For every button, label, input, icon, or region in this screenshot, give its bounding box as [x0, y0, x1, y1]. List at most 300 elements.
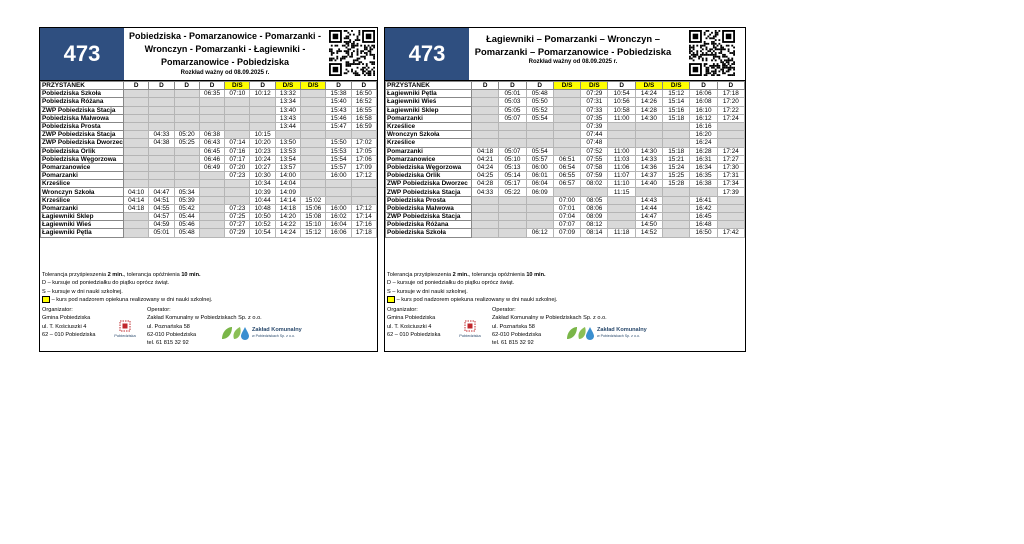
departure-time: 06:46 — [199, 155, 224, 163]
departure-time: 14:22 — [275, 221, 300, 229]
departure-time: 11:07 — [608, 172, 635, 180]
stop-name: ZWP Pobiedziska Stacja — [41, 106, 124, 114]
departure-time — [663, 139, 690, 147]
departure-time: 06:43 — [199, 139, 224, 147]
departure-time — [149, 106, 174, 114]
column-header-days: D — [124, 82, 149, 90]
departure-time — [199, 172, 224, 180]
departure-time: 15:12 — [301, 229, 326, 237]
departure-time — [250, 122, 275, 130]
departure-time: 04:47 — [149, 188, 174, 196]
departure-time: 14:28 — [635, 106, 662, 114]
departure-time — [225, 114, 250, 122]
stop-name: Pomarzanki — [41, 172, 124, 180]
stop-name: Łagiewniki Pętla — [41, 229, 124, 237]
route-title — [473, 32, 673, 66]
route-title-line: Pobiedziska - Pomarzanowice - Pomarzanki - — [128, 31, 322, 41]
departure-time — [124, 106, 149, 114]
notes — [387, 271, 557, 304]
column-header-days: D — [351, 82, 376, 90]
departure-time: 10:27 — [250, 163, 275, 171]
departure-time — [635, 139, 662, 147]
departure-time — [472, 204, 499, 212]
departure-time: 14:36 — [635, 163, 662, 171]
departure-time: 10:58 — [608, 106, 635, 114]
departure-time — [717, 196, 744, 204]
departure-time — [553, 188, 580, 196]
departure-time: 16:41 — [690, 196, 717, 204]
departure-time: 07:27 — [225, 221, 250, 229]
route-title-line: Łagiewniki – Pomarzanki – Wronczyn – — [486, 33, 660, 44]
departure-time: 08:06 — [581, 204, 608, 212]
departure-time — [149, 163, 174, 171]
departure-time — [663, 122, 690, 130]
route-title-line: Pomarzanowice - Pobiedziska — [160, 57, 290, 67]
departure-time — [225, 188, 250, 196]
departure-time — [351, 188, 376, 196]
departure-time — [301, 139, 326, 147]
column-header-days: D — [608, 82, 635, 90]
operator-block: Operator: Zakład Komunalny w Pobiedziskach Sp. z o.o. ul. Poznańska 58 62-010 Pobiedziska tel. 61 815 32 92 — [492, 307, 607, 347]
operator-block: Operator: Zakład Komunalny w Pobiedziskach Sp. z o.o. ul. Poznańska 58 62-010 Pobiedziska tel. 61 815 32 92 — [147, 307, 262, 347]
departure-time — [301, 114, 326, 122]
table-row — [386, 188, 745, 196]
departure-time: 05:10 — [499, 155, 526, 163]
departure-time — [472, 213, 499, 221]
departure-time: 16:08 — [690, 98, 717, 106]
departure-time — [553, 131, 580, 139]
table-row — [386, 229, 745, 237]
departure-time — [301, 188, 326, 196]
departure-time: 07:20 — [225, 163, 250, 171]
table-row — [41, 221, 377, 229]
departure-time: 11:03 — [608, 155, 635, 163]
departure-time: 10:34 — [250, 180, 275, 188]
table-row — [386, 122, 745, 130]
departure-time: 04:21 — [472, 155, 499, 163]
departure-time — [526, 221, 553, 229]
departure-time: 17:02 — [351, 139, 376, 147]
departure-time — [174, 155, 199, 163]
departure-time: 13:50 — [275, 139, 300, 147]
departure-time: 14:00 — [275, 172, 300, 180]
departure-time: 16:42 — [690, 204, 717, 212]
departure-time: 05:05 — [499, 106, 526, 114]
departure-time: 05:44 — [174, 213, 199, 221]
departure-time: 11:18 — [608, 229, 635, 237]
stop-name: Pobiedziska Prosta — [41, 122, 124, 130]
departure-time — [174, 98, 199, 106]
departure-time: 16:02 — [326, 213, 351, 221]
stop-name: Pobiedziska Węgorzowa — [386, 163, 472, 171]
departure-time: 05:54 — [526, 114, 553, 122]
departure-time: 05:34 — [174, 188, 199, 196]
column-header-days: D — [250, 82, 275, 90]
departure-time — [663, 213, 690, 221]
departure-time: 07:31 — [581, 98, 608, 106]
departure-time: 15:54 — [326, 155, 351, 163]
departure-time: 07:04 — [553, 213, 580, 221]
departure-time — [663, 196, 690, 204]
stop-name: ZWP Pobiedziska Stacja — [386, 213, 472, 221]
departure-time: 06:04 — [526, 180, 553, 188]
departure-time: 14:18 — [275, 204, 300, 212]
d-note: D – kursuje od poniedziałku do piątku oprócz świąt. — [387, 280, 515, 287]
departure-time: 15:46 — [326, 114, 351, 122]
departure-time: 06:54 — [553, 163, 580, 171]
column-header-days: D — [499, 82, 526, 90]
departure-time: 07:25 — [225, 213, 250, 221]
departure-time — [124, 90, 149, 98]
departure-time: 15:43 — [326, 106, 351, 114]
pobiedziska-logo-icon — [114, 320, 136, 344]
departure-time: 05:54 — [526, 147, 553, 155]
departure-time: 14:14 — [275, 196, 300, 204]
departure-time — [174, 180, 199, 188]
timetable-header — [40, 28, 377, 81]
column-header-days: D/S — [635, 82, 662, 90]
route-title — [128, 30, 322, 77]
departure-time: 15:06 — [301, 204, 326, 212]
departure-time: 15:28 — [663, 180, 690, 188]
departure-time: 14:37 — [635, 172, 662, 180]
departure-time — [635, 188, 662, 196]
departure-time: 06:45 — [199, 147, 224, 155]
table-row — [386, 90, 745, 98]
departure-time: 14:43 — [635, 196, 662, 204]
departure-time — [581, 188, 608, 196]
departure-time: 15:57 — [326, 163, 351, 171]
table-row — [386, 204, 745, 212]
departure-time: 04:55 — [149, 204, 174, 212]
departure-time: 17:12 — [351, 204, 376, 212]
departure-time: 07:58 — [581, 163, 608, 171]
departure-time — [608, 122, 635, 130]
departure-time: 16:31 — [690, 155, 717, 163]
departure-time — [199, 196, 224, 204]
departure-time: 14:40 — [635, 180, 662, 188]
departure-time: 05:14 — [499, 172, 526, 180]
table-row — [41, 139, 377, 147]
departure-time: 04:51 — [149, 196, 174, 204]
departure-time — [301, 155, 326, 163]
departure-time — [499, 221, 526, 229]
table-row — [41, 163, 377, 171]
departure-time: 05:20 — [174, 131, 199, 139]
departure-time: 10:54 — [250, 229, 275, 237]
yellow-square-icon — [42, 296, 50, 303]
departure-time: 11:10 — [608, 180, 635, 188]
table-row — [386, 172, 745, 180]
departure-time — [663, 221, 690, 229]
departure-time: 07:07 — [553, 221, 580, 229]
departure-time: 16:50 — [351, 90, 376, 98]
departure-time: 16:38 — [690, 180, 717, 188]
departure-time: 08:02 — [581, 180, 608, 188]
departure-time: 10:50 — [250, 213, 275, 221]
departure-time — [301, 147, 326, 155]
departure-time: 05:46 — [174, 221, 199, 229]
departure-time — [499, 204, 526, 212]
departure-time: 14:30 — [635, 147, 662, 155]
departure-time — [553, 114, 580, 122]
stop-name: Łagiewniki Sklep — [386, 106, 472, 114]
departure-time — [225, 98, 250, 106]
departure-time: 08:09 — [581, 213, 608, 221]
departure-time — [499, 139, 526, 147]
departure-time: 05:52 — [526, 106, 553, 114]
departure-time: 15:21 — [663, 155, 690, 163]
departure-time: 05:57 — [526, 155, 553, 163]
departure-time — [499, 131, 526, 139]
route-number: 473 — [40, 28, 124, 80]
stop-name: Krześlice — [386, 122, 472, 130]
stop-name: Pobiedziska Prosta — [386, 196, 472, 204]
stop-name: Pobiedziska Malwowa — [386, 204, 472, 212]
organizer-block: Organizator: Gmina Pobiedziska ul. T. Kościuszki 4 62 – 010 Pobiedziska — [387, 307, 441, 338]
departure-time: 05:50 — [526, 98, 553, 106]
departure-time — [717, 131, 744, 139]
departure-time: 17:24 — [717, 147, 744, 155]
table-row — [41, 196, 377, 204]
timetable-table — [40, 81, 377, 238]
departure-time: 16:48 — [690, 221, 717, 229]
departure-time: 06:09 — [526, 188, 553, 196]
departure-time: 14:33 — [635, 155, 662, 163]
departure-time — [472, 139, 499, 147]
departure-time — [326, 188, 351, 196]
departure-time: 04:28 — [472, 180, 499, 188]
svg-text:Pobiedziska: Pobiedziska — [459, 333, 481, 338]
departure-time: 14:09 — [275, 188, 300, 196]
table-row — [41, 122, 377, 130]
departure-time: 17:05 — [351, 147, 376, 155]
zaklad-komunalny-logo: Zakład Komunalny w Pobiedziskach Sp. z o.o. — [220, 325, 302, 341]
departure-time — [301, 172, 326, 180]
column-header-days: D — [174, 82, 199, 90]
leaf-drop-icon — [565, 325, 595, 341]
departure-time: 04:18 — [124, 204, 149, 212]
departure-time — [526, 139, 553, 147]
departure-time: 08:12 — [581, 221, 608, 229]
departure-time: 16:12 — [690, 114, 717, 122]
departure-time: 15:18 — [663, 147, 690, 155]
departure-time: 15:53 — [326, 147, 351, 155]
table-row — [386, 98, 745, 106]
stop-name: Wronczyn Szkoła — [386, 131, 472, 139]
departure-time: 07:17 — [225, 155, 250, 163]
organizer-block: Organizator: Gmina Pobiedziska ul. T. Kościuszki 4 62 – 010 Pobiedziska — [42, 307, 96, 338]
departure-time: 17:14 — [351, 213, 376, 221]
departure-time: 17:16 — [351, 221, 376, 229]
departure-time: 16:16 — [690, 122, 717, 130]
departure-time — [717, 139, 744, 147]
departure-time: 10:52 — [250, 221, 275, 229]
departure-time: 17:42 — [717, 229, 744, 237]
stop-name: Pobiedziska Węgorzowa — [41, 155, 124, 163]
departure-time: 07:52 — [581, 147, 608, 155]
departure-time — [149, 122, 174, 130]
departure-time: 10:30 — [250, 172, 275, 180]
departure-time: 16:58 — [351, 114, 376, 122]
departure-time — [250, 114, 275, 122]
departure-time: 07:35 — [581, 114, 608, 122]
stop-name: Pobiedziska Orlik — [386, 172, 472, 180]
departure-time: 04:10 — [124, 188, 149, 196]
departure-time: 07:55 — [581, 155, 608, 163]
table-row — [386, 106, 745, 114]
departure-time: 16:35 — [690, 172, 717, 180]
departure-time — [149, 114, 174, 122]
table-row — [41, 172, 377, 180]
departure-time — [301, 122, 326, 130]
departure-time — [526, 196, 553, 204]
departure-time: 04:59 — [149, 221, 174, 229]
table-header-row — [386, 82, 745, 90]
departure-time — [663, 131, 690, 139]
departure-time: 10:20 — [250, 139, 275, 147]
departure-time: 07:39 — [581, 122, 608, 130]
departure-time — [301, 131, 326, 139]
departure-time: 10:12 — [250, 90, 275, 98]
stop-name: Pomarzanowice — [41, 163, 124, 171]
departure-time — [526, 213, 553, 221]
stop-name: ZWP Pobiedziska Dworzec — [42, 139, 123, 147]
stop-name: Pobiedziska Szkoła — [41, 90, 124, 98]
departure-time: 05:01 — [499, 90, 526, 98]
departure-time: 16:24 — [690, 139, 717, 147]
pobiedziska-logo-icon — [459, 320, 481, 344]
departure-time — [174, 114, 199, 122]
departure-time: 06:51 — [553, 155, 580, 163]
departure-time: 17:18 — [351, 229, 376, 237]
departure-time: 10:24 — [250, 155, 275, 163]
departure-time: 17:31 — [717, 172, 744, 180]
tolerance-note: Tolerancja przyśpieszenia 2 min., tolerancja opóźnienia 10 min. — [42, 272, 201, 278]
departure-time: 06:12 — [526, 229, 553, 237]
departure-time — [225, 106, 250, 114]
departure-time: 07:10 — [225, 90, 250, 98]
departure-time — [301, 163, 326, 171]
departure-time: 04:18 — [472, 147, 499, 155]
departure-time: 10:15 — [250, 131, 275, 139]
departure-time: 16:50 — [690, 229, 717, 237]
departure-time — [124, 163, 149, 171]
departure-time: 15:50 — [326, 139, 351, 147]
departure-time: 07:00 — [553, 196, 580, 204]
departure-time: 07:48 — [581, 139, 608, 147]
route-number: 473 — [385, 28, 469, 80]
departure-time: 16:59 — [351, 122, 376, 130]
stop-name: Krześlice — [41, 180, 124, 188]
departure-time — [149, 180, 174, 188]
departure-time — [326, 180, 351, 188]
departure-time — [124, 155, 149, 163]
departure-time — [124, 229, 149, 237]
departure-time — [250, 98, 275, 106]
departure-time: 16:55 — [351, 106, 376, 114]
departure-time: 06:55 — [553, 172, 580, 180]
departure-time — [301, 90, 326, 98]
departure-time: 04:57 — [149, 213, 174, 221]
departure-time — [499, 122, 526, 130]
table-row — [386, 147, 745, 155]
departure-time: 06:57 — [553, 180, 580, 188]
departure-time: 16:06 — [690, 90, 717, 98]
departure-time — [225, 122, 250, 130]
departure-time: 13:44 — [275, 122, 300, 130]
departure-time — [472, 114, 499, 122]
departure-time — [351, 131, 376, 139]
column-header-days: D/S — [301, 82, 326, 90]
departure-time: 07:16 — [225, 147, 250, 155]
departure-time — [608, 139, 635, 147]
departure-time — [635, 122, 662, 130]
column-header-days: D — [326, 82, 351, 90]
departure-time: 10:54 — [608, 90, 635, 98]
departure-time — [663, 188, 690, 196]
departure-time — [553, 98, 580, 106]
departure-time: 13:34 — [275, 98, 300, 106]
leaf-drop-icon — [220, 325, 250, 341]
departure-time: 16:00 — [326, 172, 351, 180]
departure-time: 04:25 — [472, 172, 499, 180]
departure-time — [663, 204, 690, 212]
departure-time — [301, 106, 326, 114]
qr-code-icon — [329, 30, 375, 76]
stop-name: Krześlice — [386, 139, 472, 147]
zaklad-komunalny-logo: Zakład Komunalny w Pobiedziskach Sp. z o.o. — [565, 325, 647, 341]
departure-time — [174, 122, 199, 130]
timetable-table — [385, 81, 745, 238]
departure-time — [149, 98, 174, 106]
departure-time: 17:18 — [717, 90, 744, 98]
departure-time — [717, 213, 744, 221]
svg-text:Pobiedziska: Pobiedziska — [114, 333, 136, 338]
departure-time — [124, 180, 149, 188]
departure-time — [174, 172, 199, 180]
departure-time — [472, 229, 499, 237]
table-row — [386, 114, 745, 122]
departure-time: 07:23 — [225, 204, 250, 212]
departure-time: 05:39 — [174, 196, 199, 204]
stop-name: Łagiewniki Sklep — [41, 213, 124, 221]
tolerance-note: Tolerancja przyśpieszenia 2 min., tolerancja opóźnienia 10 min. — [387, 272, 546, 278]
departure-time — [124, 172, 149, 180]
departure-time — [608, 213, 635, 221]
departure-time: 05:13 — [499, 163, 526, 171]
departure-time — [149, 155, 174, 163]
stop-name: Pobiedziska Orlik — [41, 147, 124, 155]
departure-time: 15:47 — [326, 122, 351, 130]
table-row — [41, 131, 377, 139]
table-row — [41, 147, 377, 155]
departure-time: 16:52 — [351, 98, 376, 106]
care-note: – kurs pod nadzorem opiekuna realizowany w dni nauki szkolnej. — [387, 296, 557, 304]
departure-time: 15:38 — [326, 90, 351, 98]
table-row — [41, 114, 377, 122]
departure-time — [553, 90, 580, 98]
departure-time: 06:00 — [526, 163, 553, 171]
departure-time: 15:08 — [301, 213, 326, 221]
departure-time — [635, 131, 662, 139]
departure-time — [326, 196, 351, 204]
departure-time — [301, 180, 326, 188]
departure-time: 05:03 — [499, 98, 526, 106]
table-header-row — [41, 82, 377, 90]
departure-time: 14:47 — [635, 213, 662, 221]
departure-time: 05:48 — [526, 90, 553, 98]
